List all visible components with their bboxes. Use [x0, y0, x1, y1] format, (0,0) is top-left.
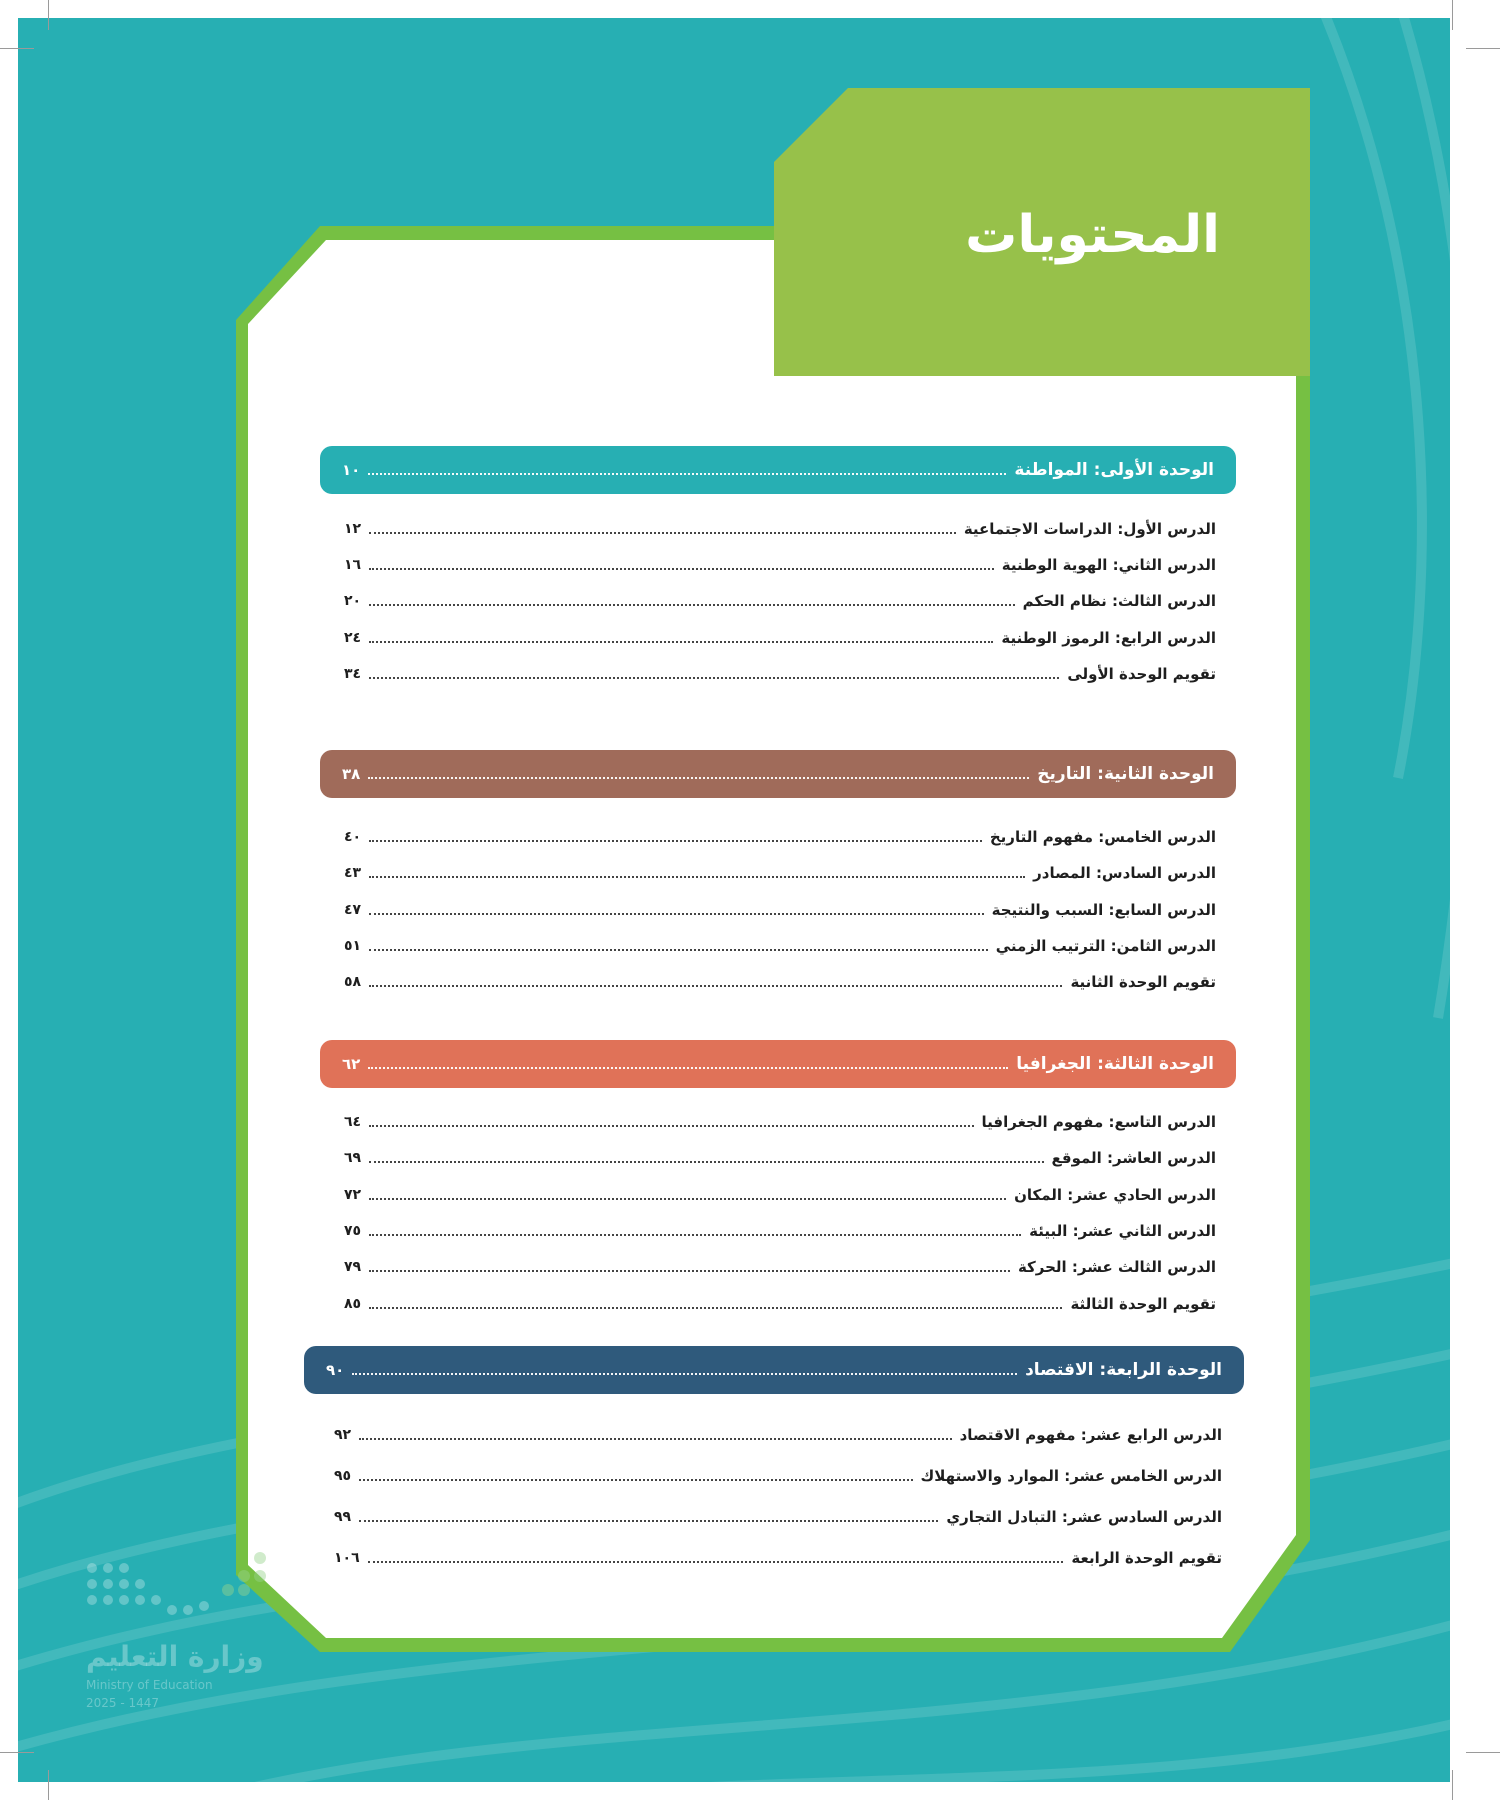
- lesson-title: الدرس الرابع عشر: مفهوم الاقتصاد: [959, 1426, 1222, 1444]
- page-number: ١٠: [342, 461, 361, 479]
- leader-dots: [369, 1307, 1062, 1309]
- leader-dots: [369, 1234, 1021, 1236]
- page-number: ٦٤: [344, 1114, 362, 1130]
- page-number: ٢٤: [344, 630, 362, 646]
- leader-dots: [369, 532, 956, 534]
- lesson-title: الدرس الخامس: مفهوم التاريخ: [989, 828, 1216, 846]
- unit-title: الوحدة الرابعة: الاقتصاد: [1025, 1360, 1222, 1380]
- toc-row[interactable]: [344, 1290, 1216, 1318]
- page-number: ٨٥: [344, 1296, 362, 1312]
- leader-dots: [369, 949, 988, 951]
- toc-row[interactable]: [344, 896, 1216, 924]
- page-number: ٦٢: [342, 1055, 361, 1073]
- toc-row[interactable]: [334, 1421, 1222, 1449]
- unit-1-header[interactable]: [320, 446, 1236, 494]
- leader-dots: [369, 985, 1062, 987]
- page-number: ٤٠: [344, 829, 362, 845]
- page-number: ٩٢: [334, 1427, 352, 1443]
- lesson-title: الدرس التاسع: مفهوم الجغرافيا: [981, 1113, 1216, 1131]
- leader-dots: [359, 1520, 938, 1522]
- leader-dots: [369, 641, 993, 643]
- page-number: ٣٤: [344, 666, 362, 682]
- lesson-title: الدرس الثاني: الهوية الوطنية: [1001, 556, 1216, 574]
- edition-year: 2025 - 1447: [86, 1696, 160, 1710]
- page-number: ٤٣: [344, 865, 362, 881]
- toc-row[interactable]: [344, 823, 1216, 851]
- page-number: ٥١: [344, 938, 362, 954]
- lesson-title: الدرس الخامس عشر: الموارد والاستهلاك: [920, 1467, 1222, 1485]
- unit-3-header[interactable]: [320, 1040, 1236, 1088]
- page-number: ٢٠: [344, 593, 362, 609]
- lesson-title: تقويم الوحدة الأولى: [1067, 665, 1216, 683]
- lesson-title: الدرس الحادي عشر: المكان: [1014, 1186, 1216, 1204]
- page-number: ٥٨: [344, 974, 362, 990]
- page-number: ٩٥: [334, 1468, 352, 1484]
- ministry-subtitle: Ministry of Education: [86, 1678, 213, 1692]
- toc-row[interactable]: [344, 1108, 1216, 1136]
- toc-row[interactable]: [344, 660, 1216, 688]
- toc-row[interactable]: [344, 515, 1216, 543]
- unit-title: الوحدة الأولى: المواطنة: [1014, 460, 1214, 480]
- leader-dots: [369, 876, 1025, 878]
- toc-row[interactable]: [344, 1144, 1216, 1172]
- leader-dots: [368, 1561, 1064, 1563]
- page-number: ١٦: [344, 557, 362, 573]
- leader-dots: [368, 1067, 1008, 1069]
- leader-dots: [369, 568, 994, 570]
- lesson-title: الدرس السادس عشر: التبادل التجاري: [946, 1508, 1222, 1526]
- lesson-title: الدرس الثالث: نظام الحكم: [1022, 592, 1216, 610]
- toc-row[interactable]: [334, 1503, 1222, 1531]
- lesson-title: الدرس السادس: المصادر: [1033, 864, 1216, 882]
- leader-dots: [368, 473, 1006, 475]
- lesson-title: الدرس الثامن: الترتيب الزمني: [995, 937, 1216, 955]
- leader-dots: [369, 1125, 973, 1127]
- leader-dots: [369, 1270, 1010, 1272]
- lesson-title: تقويم الوحدة الثالثة: [1070, 1295, 1216, 1313]
- toc-row[interactable]: [344, 859, 1216, 887]
- lesson-title: الدرس الثالث عشر: الحركة: [1017, 1258, 1216, 1276]
- page-number: ٧٩: [344, 1259, 362, 1275]
- leader-dots: [369, 604, 1014, 606]
- toc-row[interactable]: [334, 1544, 1222, 1572]
- page-number: ٩٩: [334, 1509, 352, 1525]
- leader-dots: [352, 1373, 1017, 1375]
- page-number: ٩٠: [326, 1361, 345, 1379]
- unit-4-header[interactable]: [304, 1346, 1244, 1394]
- leader-dots: [369, 1198, 1006, 1200]
- unit-2-header[interactable]: [320, 750, 1236, 798]
- toc-row[interactable]: [344, 1217, 1216, 1245]
- toc-row[interactable]: [334, 1462, 1222, 1490]
- lesson-title: الدرس العاشر: الموقع: [1051, 1149, 1216, 1167]
- lesson-title: الدرس الأول: الدراسات الاجتماعية: [963, 520, 1216, 538]
- lesson-title: الدرس الثاني عشر: البيئة: [1029, 1222, 1216, 1240]
- page-number: ٧٥: [344, 1223, 362, 1239]
- page-number: ١٢: [344, 521, 362, 537]
- ministry-name: وزارة التعليم: [86, 1640, 264, 1673]
- leader-dots: [369, 1161, 1043, 1163]
- leader-dots: [359, 1479, 912, 1481]
- leader-dots: [369, 913, 984, 915]
- leader-dots: [368, 777, 1029, 779]
- toc-row[interactable]: [344, 968, 1216, 996]
- unit-title: الوحدة الثانية: التاريخ: [1037, 764, 1214, 784]
- lesson-title: تقويم الوحدة الرابعة: [1071, 1549, 1222, 1567]
- toc-row[interactable]: [344, 1181, 1216, 1209]
- leader-dots: [369, 677, 1059, 679]
- leader-dots: [369, 840, 982, 842]
- page-number: ١٠٦: [334, 1550, 360, 1566]
- page-number: ٧٢: [344, 1187, 362, 1203]
- lesson-title: الدرس الرابع: الرموز الوطنية: [1001, 629, 1216, 647]
- toc-row[interactable]: [344, 1253, 1216, 1281]
- unit-title: الوحدة الثالثة: الجغرافيا: [1016, 1054, 1214, 1074]
- toc-row[interactable]: [344, 551, 1216, 579]
- page-number: ٦٩: [344, 1150, 362, 1166]
- toc-row[interactable]: [344, 587, 1216, 615]
- lesson-title: تقويم الوحدة الثانية: [1070, 973, 1216, 991]
- page-title: المحتويات: [965, 205, 1220, 265]
- leader-dots: [359, 1438, 952, 1440]
- page-number: ٣٨: [342, 765, 361, 783]
- page-number: ٤٧: [344, 902, 362, 918]
- toc-row[interactable]: [344, 624, 1216, 652]
- lesson-title: الدرس السابع: السبب والنتيجة: [991, 901, 1216, 919]
- toc-row[interactable]: [344, 932, 1216, 960]
